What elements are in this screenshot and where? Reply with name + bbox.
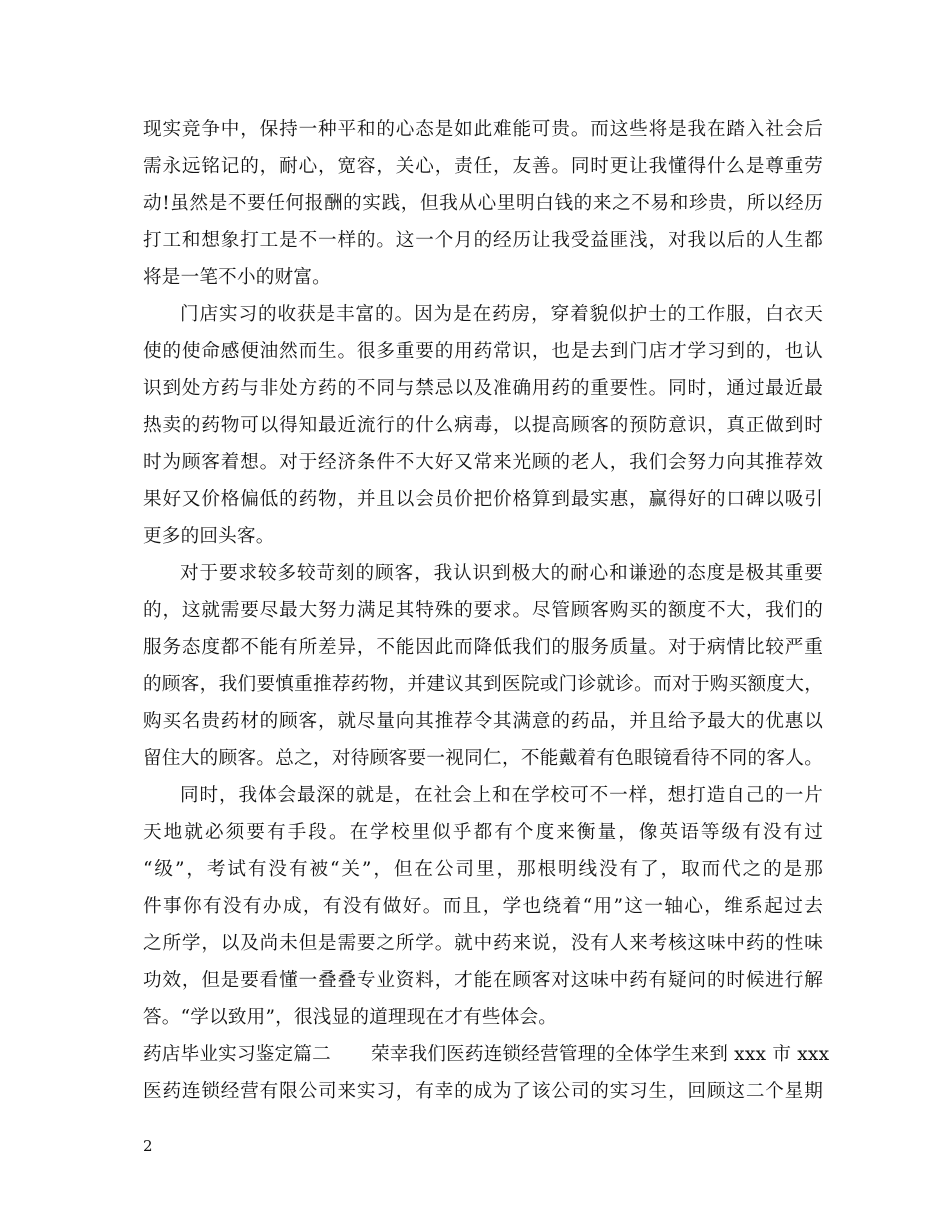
paragraph-4-line-6: 功效，但是要看懂一叠叠专业资料，才能在顾客对这味中药有疑问的时候进行解 (143, 970, 823, 991)
paragraph-4-line-5: 之所学，以及尚未但是需要之所学。就中药来说，没有人来考核这味中药的性味 (143, 933, 823, 954)
paragraph-1-line-1: 现实竞争中，保持一种平和的心态是如此难能可贵。而这些将是我在踏入社会后 (143, 119, 823, 140)
paragraph-2-line-7: 更多的回头客。 (143, 526, 275, 547)
paragraph-2-line-5: 时为顾客着想。对于经济条件不大好又常来光顾的老人，我们会努力向其推荐效 (143, 452, 823, 473)
paragraph-4-line-3: “级”，考试有没有被“关”，但在公司里，那根明线没有了，取而代之的是那 (143, 859, 823, 880)
paragraph-2-line-3: 识到处方药与非处方药的不同与禁忌以及准确用药的重要性。同时，通过最近最 (143, 378, 823, 399)
paragraph-3-line-5: 购买名贵药材的顾客，就尽量向其推荐令其满意的药品，并且给予最大的优惠以 (143, 711, 823, 732)
paragraph-1-line-3: 动!虽然是不要任何报酬的实践，但我从心里明白钱的来之不易和珍贵，所以经历 (143, 193, 823, 214)
paragraph-2-line-2: 使的使命感便油然而生。很多重要的用药常识，也是去到门店才学习到的，也认 (143, 341, 823, 362)
paragraph-4-line-2: 天地就必须要有手段。在学校里似乎都有个度来衡量，像英语等级有没有过 (143, 822, 823, 843)
paragraph-2-line-1: 门店实习的收获是丰富的。因为是在药房，穿着貌似护士的工作服，白衣天 (180, 304, 823, 325)
paragraph-3-line-2: 的，这就需要尽最大努力满足其特殊的要求。尽管顾客购买的额度不大，我们的 (143, 600, 823, 621)
paragraph-4-line-1: 同时，我体会最深的就是，在社会上和在学校可不一样，想打造自己的一片 (180, 785, 823, 806)
paragraph-4-line-4: 件事你有没有办成，有没有做好。而且，学也绕着“用”这一轴心，维系起过去 (143, 896, 823, 917)
section-heading-line (143, 1042, 830, 1068)
paragraph-2-line-4: 热卖的药物可以得知最近流行的什么病毒，以提高顾客的预防意识，真正做到时 (143, 415, 823, 436)
paragraph-1-line-4: 打工和想象打工是不一样的。这一个月的经历让我受益匪浅，对我以后的人生都 (143, 230, 823, 251)
section-heading: 药店毕业实习鉴定篇二 (143, 1044, 331, 1065)
paragraph-2-line-6: 果好又价格偏低的药物，并且以会员价把价格算到最实惠，赢得好的口碑以吸引 (143, 489, 823, 510)
paragraph-4-line-7: 答。“学以致用”，很浅显的道理现在才有些体会。 (143, 1007, 558, 1028)
page-number: 2 (143, 1137, 153, 1155)
paragraph-1-line-5: 将是一笔不小的财富。 (143, 267, 331, 288)
paragraph-3-line-3: 服务态度都不能有所差异，不能因此而降低我们的服务质量。对于病情比较严重 (143, 637, 823, 658)
paragraph-1-line-2: 需永远铭记的，耐心，宽容，关心，责任，友善。同时更让我懂得什么是尊重劳 (143, 156, 823, 177)
section-second-line: 医药连锁经营有限公司来实习，有幸的成为了该公司的实习生，回顾这二个星期 (143, 1081, 823, 1102)
paragraph-3-line-1: 对于要求较多较苛刻的顾客，我认识到极大的耐心和谦逊的态度是极其重要 (180, 563, 823, 584)
section-first-line-text: 荣幸我们医药连锁经营管理的全体学生来到 xxx 市 xxx (370, 1044, 830, 1065)
paragraph-3-line-6: 留住大的顾客。总之，对待顾客要一视同仁，不能戴着有色眼镜看待不同的客人。 (143, 748, 823, 769)
paragraph-3-line-4: 的顾客，我们要慎重推荐药物，并建议其到医院或门诊就诊。而对于购买额度大， (143, 674, 823, 695)
